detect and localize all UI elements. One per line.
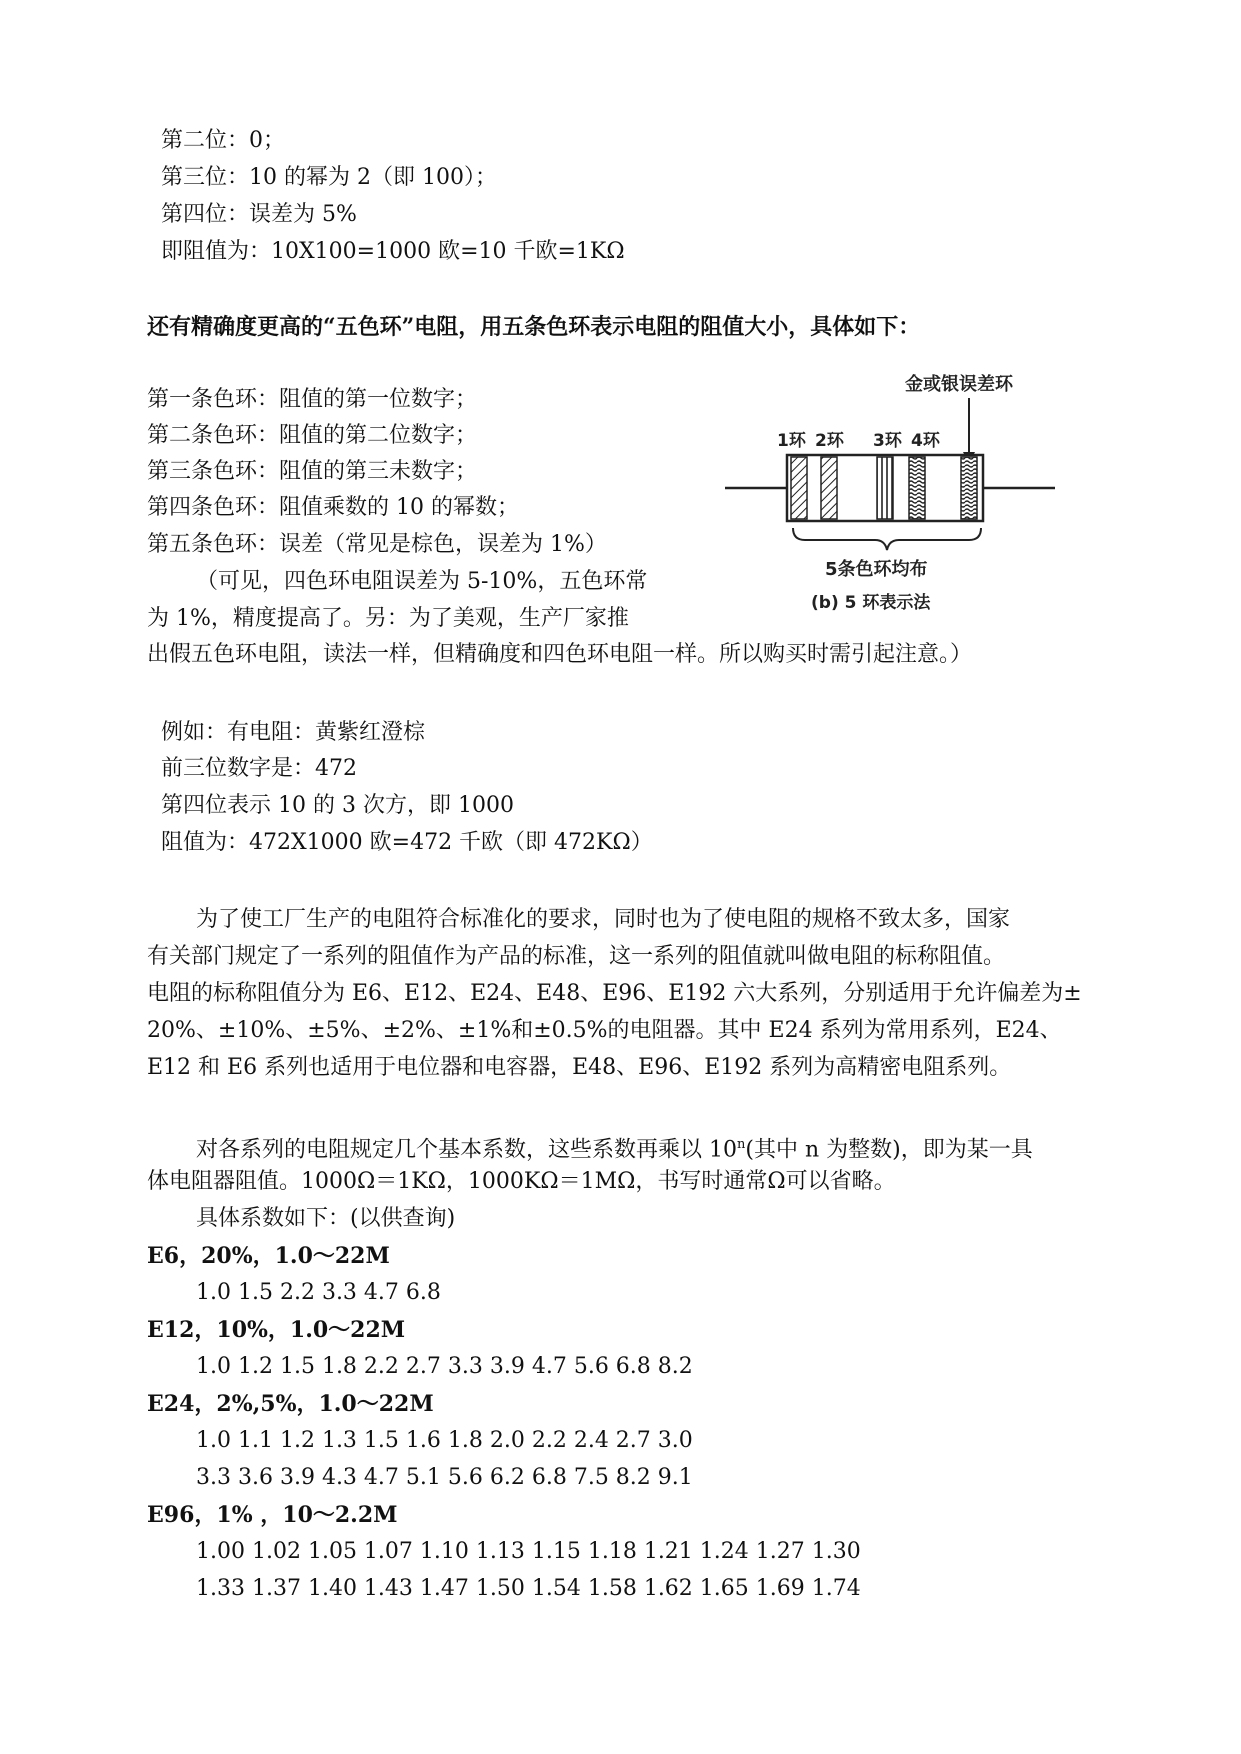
five-band-note-1: （可见，四色环电阻误差为 5-10%，五色环常 <box>196 569 648 594</box>
example1-line3: 第四位：误差为 5% <box>161 202 357 227</box>
example2-line4: 阻值为：472X1000 欧=472 千欧（即 472KΩ） <box>161 830 653 855</box>
para1-line1: 为了使工厂生产的电阻符合标准化的要求，同时也为了使电阻的规格不致太多，国家 <box>196 907 1011 932</box>
series-e96-values-2: 1.33 1.37 1.40 1.43 1.47 1.50 1.54 1.58 1.62 1.65 1.69 1.74 <box>196 1576 861 1601</box>
para1-line5: E12 和 E6 系列也适用于电位器和电容器，E48、E96、E192 系列为高精密电阻系列。 <box>147 1055 1012 1080</box>
diagram-caption: (b) 5 环表示法 <box>811 593 931 613</box>
para2-line3: 具体系数如下：(以供查询) <box>196 1206 456 1231</box>
example2-line2: 前三位数字是：472 <box>161 756 357 781</box>
para2-line1-post: (其中 n 为整数)，即为某一具 <box>745 1137 1033 1163</box>
diagram-ring-label-3: 3环 <box>873 431 902 451</box>
diagram-band-5 <box>961 457 977 519</box>
series-e12-values: 1.0 1.2 1.5 1.8 2.2 2.7 3.3 3.9 4.7 5.6 6.8 8.2 <box>196 1354 693 1379</box>
five-band-item-5: 第五条色环：误差（常见是棕色，误差为 1%） <box>147 532 607 557</box>
series-e6-values: 1.0 1.5 2.2 3.3 4.7 6.8 <box>196 1280 441 1305</box>
series-e24-values-2: 3.3 3.6 3.9 4.3 4.7 5.1 5.6 6.2 6.8 7.5 8.2 9.1 <box>196 1465 693 1490</box>
example1-line1: 第二位：0； <box>161 128 285 153</box>
diagram-band-1 <box>791 457 807 519</box>
diagram-bottom-label: 5条色环均布 <box>825 559 928 580</box>
series-e12-title: E12，10%，1.0～22M <box>147 1317 406 1343</box>
para1-line4: 20%、±10%、±5%、±2%、±1%和±0.5%的电阻器。其中 E24 系列为常用系列，E24、 <box>147 1018 1062 1043</box>
para2-line1-sup: n <box>737 1137 746 1152</box>
para1-line3: 电阻的标称阻值分为 E6、E12、E24、E48、E96、E192 六大系列，分别适用于允许偏差为± <box>147 981 1082 1006</box>
diagram-band-3 <box>877 457 893 519</box>
five-band-note-2: 为 1%，精度提高了。另：为了美观，生产厂家推 <box>147 606 629 631</box>
series-e6-title: E6，20%，1.0～22M <box>147 1243 390 1269</box>
example1-line2: 第三位：10 的幂为 2（即 100）； <box>161 165 497 190</box>
example2-line1: 例如：有电阻：黄紫红澄棕 <box>161 720 426 745</box>
diagram-top-label: 金或银误差环 <box>905 374 1013 395</box>
diagram-brace <box>793 528 981 550</box>
series-e24-title: E24，2%,5%，1.0～22M <box>147 1391 434 1417</box>
diagram-band-4 <box>909 457 925 519</box>
diagram-band-2 <box>821 457 837 519</box>
diagram-ring-label-2: 2环 <box>815 431 844 451</box>
diagram-ring-label-1: 1环 <box>777 431 806 451</box>
five-band-note-3: 出假五色环电阻，读法一样，但精确度和四色环电阻一样。所以购买时需引起注意。） <box>147 642 973 667</box>
five-band-item-4: 第四条色环：阻值乘数的 10 的幂数； <box>147 495 519 520</box>
series-e24-values-1: 1.0 1.1 1.2 1.3 1.5 1.6 1.8 2.0 2.2 2.4 2.7 3.0 <box>196 1428 693 1453</box>
diagram-ring-label-4: 4环 <box>911 431 940 451</box>
five-band-heading: 还有精确度更高的“五色环”电阻，用五条色环表示电阻的阻值大小，具体如下： <box>147 314 921 340</box>
para2-line2: 体电阻器阻值。1000Ω＝1KΩ，1000KΩ＝1MΩ，书写时通常Ω可以省略。 <box>147 1169 896 1194</box>
example2-line3: 第四位表示 10 的 3 次方，即 1000 <box>161 793 514 818</box>
series-e96-values-1: 1.00 1.02 1.05 1.07 1.10 1.13 1.15 1.18 1.21 1.24 1.27 1.30 <box>196 1539 861 1564</box>
five-band-resistor-diagram <box>725 368 1065 618</box>
series-e96-title: E96，1% ，10～2.2M <box>147 1502 398 1528</box>
five-band-item-1: 第一条色环：阻值的第一位数字； <box>147 387 478 412</box>
para2-line1-pre: 对各系列的电阻规定几个基本系数，这些系数再乘以 10 <box>196 1137 737 1163</box>
para1-line2: 有关部门规定了一系列的阻值作为产品的标准，这一系列的阻值就叫做电阻的标称阻值。 <box>147 944 1006 969</box>
five-band-item-2: 第二条色环：阻值的第二位数字； <box>147 423 478 448</box>
example1-line4: 即阻值为：10X100=1000 欧=10 千欧=1KΩ <box>161 239 625 264</box>
five-band-item-3: 第三条色环：阻值的第三未数字； <box>147 459 478 484</box>
para2-line1 <box>196 1131 1033 1164</box>
